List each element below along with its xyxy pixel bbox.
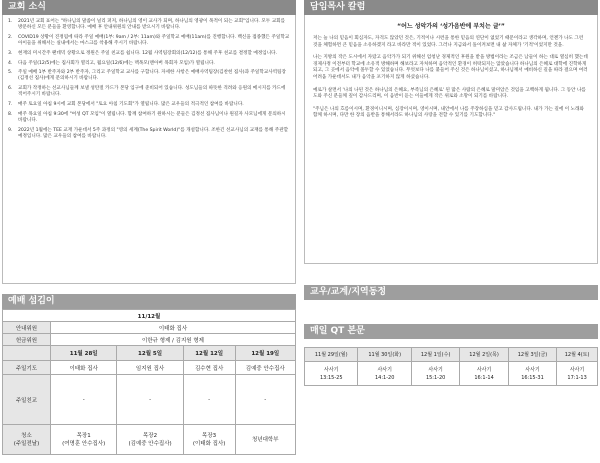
column-paragraph: "주님은 나의 흐름이시며, 환경이니시며, 심장이시며, 영이시며, 내안에서 나를 주장하심을 믿고 감사드립니다. 내가 가는 길에 이 노래와 함께 하시며, 다만 한 장의 음반을 통해서라도 하나님의 사랑을 전할 수 있기를 기도합니다." bbox=[313, 106, 584, 119]
news-item-number: 2. bbox=[8, 34, 13, 40]
qt-verse: 16:15-31 bbox=[521, 374, 544, 381]
prayer-cell: 김예중 안수집사 bbox=[235, 361, 296, 375]
fellowship-cell: - bbox=[235, 375, 296, 425]
column-paragraph: 저는 늘 나의 믿음이 회심자도, 자격도 않았던 것은, 기적이나 시련을 통한 믿음의 연단이 없었기 때문이라고 생각하며, 언젠가 나도 그런 것을 체험하면 큰 믿음을 소유하겠지 라고 바라만 적이 있었다. 그러나 지금와서 돌이켜보면 내 삶 자체가 '기적'이었지만 것을. bbox=[313, 36, 584, 48]
news-item-number: 8. bbox=[8, 111, 13, 117]
qt-book: 사사기 bbox=[525, 366, 540, 373]
fellowship-label: 주일친교 bbox=[3, 375, 51, 425]
prayer-cell: 이태화 집사 bbox=[51, 361, 117, 375]
qt-verse: 17:1-13 bbox=[567, 374, 587, 381]
service-date: 12월 19일 bbox=[235, 346, 296, 361]
qt-ref bbox=[305, 362, 358, 386]
news-item bbox=[8, 112, 290, 124]
service-section-title: 예배 섬김이 bbox=[2, 294, 296, 309]
qt-day: 12월 1일(수) bbox=[411, 348, 459, 362]
qt-book: 사사기 bbox=[323, 366, 339, 373]
news-item-text: 2022년 1월에는 TEE 교재 가운데서 5주 과정의 "영의 세계(The Spirit World)"를 개설합니다. 조한긴 선교사님의 교재를 통해 주관할 예정입니다. 많은 교우들의 참여를 바랍니다. bbox=[18, 127, 289, 139]
news-item-text: 다음 주일(12/5)에는 집사회가 열리고, 월요일(12/6)에는 맥목모(맨아버 목회자 모임)가 열립니다. bbox=[18, 60, 215, 66]
fellowship-cell: - bbox=[51, 375, 117, 425]
column-section-title: 담임목사 칼럼 bbox=[304, 0, 598, 15]
news-item bbox=[8, 19, 290, 31]
news-item-number: 6. bbox=[8, 86, 13, 92]
qt-section-title: 매일 QT 본문 bbox=[304, 324, 598, 339]
news-item-number: 4. bbox=[8, 60, 13, 66]
column-box bbox=[304, 15, 598, 264]
cleaning-line1: 목장2 bbox=[142, 432, 158, 439]
community-box bbox=[304, 300, 598, 324]
column-paragraph: 예로가 살면서 '나의 나된 것은 하나님의 은혜요, 부족님의 은혜로' 된 많은 사람의 은혜로 말미암은 것임을 고백하게 됩니다. 그 동안 나를 도와 주신 분들께 깊이 감사드리며, 이 음반이 듣는 이들에게 작은 위로와 소망이 되기를 바랍니다. bbox=[313, 87, 586, 100]
news-item bbox=[8, 102, 290, 108]
prayer-cell: 김수현 집사 bbox=[183, 361, 235, 375]
service-month: 11/12월 bbox=[3, 310, 296, 322]
cleaning-line1: 청년대학부 bbox=[251, 436, 279, 443]
date-header-blank bbox=[3, 346, 51, 361]
service-table bbox=[2, 309, 296, 455]
qt-book: 사사기 bbox=[377, 366, 392, 373]
cleaning-cell bbox=[117, 425, 183, 455]
qt-book: 사사기 bbox=[569, 366, 585, 373]
cleaning-line1: 목장3 bbox=[202, 432, 217, 439]
qt-verse: 15:1-20 bbox=[425, 374, 446, 381]
qt-day: 12월 3일(금) bbox=[508, 348, 556, 362]
news-item-text: COVID19 상황이 진정됨에 따라 주일 예배(1부: 9am / 2부: 11am)와 주일학교 예배(11am)를 진행합니다. 백신을 접종했든 주일학교 아이들을 위해서는 실내에서는 마스크를 착용해 주시기 바랍니다. bbox=[18, 34, 290, 47]
news-box bbox=[2, 15, 296, 284]
news-item bbox=[8, 70, 290, 82]
cleaning-cell bbox=[183, 425, 235, 455]
offering-label: 헌금위원 bbox=[3, 334, 51, 346]
qt-table bbox=[304, 347, 598, 386]
qt-day: 12월 2일(목) bbox=[460, 348, 508, 362]
news-item-text: 현재의 미시간주 팬데믹 상황으로 정원은 주일 친교를 쉽니다. 12월 사역팀장회의(12/12)를 통해 주후 친교를 결정할 예정입니다. bbox=[18, 50, 278, 56]
qt-ref bbox=[557, 362, 598, 386]
qt-verse: 14:1-20 bbox=[375, 374, 395, 381]
news-item bbox=[8, 61, 290, 67]
news-item-text: 매주 토요일 아침 9시에 교회 본당에서 "토요 아침 기도회"가 열립니다. 많은 교우들의 적극적인 참여를 바랍니다. bbox=[18, 102, 244, 108]
news-section-title: 교회 소식 bbox=[2, 0, 296, 15]
qt-verse: 16:1-14 bbox=[474, 374, 494, 381]
fellowship-cell: - bbox=[117, 375, 183, 425]
service-date: 12월 5일 bbox=[117, 346, 183, 361]
qt-ref bbox=[460, 362, 508, 386]
news-item-text: 주일 예배 1부 반주자와 2부 반주자, 그리고 주일학교 교사를 구합니다. 자세한 사항은 예배사역팀장(김찬헌 집사)과 주일학교사역팀장(김정선 집사)에게 문의하시기 바랍니다. bbox=[18, 70, 286, 82]
news-item-text: 매주 목요일 아침 9:30에 "여성 QT 모임"이 열립니다. 함께 참여하기 원하시는 분들은 김정선 집사님이나 원길자 사모님에게 문의하시 바랍니다. bbox=[18, 111, 286, 123]
news-item-text: 2021년 교회 표어는 "하나님의 말씀이 널리 퍼져, 하나님의 영이 교사가 되며, 하나님의 영광이 목적이 되는 교회"입니다. 모두 교회를 방문하신 모든 분들을 환영합니다. 예배 후 안내위원의 안내를 받으시기 바랍니다. bbox=[18, 19, 286, 31]
cleaning-label-line1: 청소 bbox=[21, 432, 32, 439]
news-item-number: 9. bbox=[8, 127, 13, 133]
news-item-number: 5. bbox=[8, 70, 13, 76]
usher-value: 이태화 집사 bbox=[51, 322, 296, 334]
cleaning-cell bbox=[51, 425, 117, 455]
news-list bbox=[8, 19, 290, 140]
qt-book: 사사기 bbox=[428, 366, 443, 373]
service-date: 11월 28일 bbox=[51, 346, 117, 361]
fellowship-cell: - bbox=[183, 375, 235, 425]
community-section-title: 교우/교계/지역동정 bbox=[304, 285, 598, 300]
service-date: 12월 12일 bbox=[183, 346, 235, 361]
qt-day: 11월 29일(월) bbox=[305, 348, 358, 362]
news-item bbox=[8, 51, 290, 57]
news-item-number: 7. bbox=[8, 102, 13, 108]
cleaning-label-line2: (주일전날) bbox=[13, 440, 40, 447]
cleaning-line2: (김예중 안수집사) bbox=[128, 440, 172, 447]
qt-day: 11월 30일(화) bbox=[358, 348, 411, 362]
qt-ref bbox=[508, 362, 556, 386]
prayer-cell: 임지원 집사 bbox=[117, 361, 183, 375]
news-item-number: 3. bbox=[8, 50, 13, 56]
cleaning-label bbox=[3, 425, 51, 455]
news-item-number: 1. bbox=[8, 19, 13, 24]
cleaning-line2: (이태화 집사) bbox=[192, 440, 226, 447]
news-item-text: 교회가 작정하는 선교사님들께 보낼 성탄절 카드가 본당 입구에 준비되어 있습니다. 성도님들의 따뜻한 격려와 응원의 메시지를 카드에 적어주시기 바랍니다. bbox=[18, 86, 286, 98]
news-item bbox=[8, 35, 290, 47]
cleaning-line1: 목장1 bbox=[76, 432, 91, 439]
qt-ref bbox=[411, 362, 459, 386]
usher-label: 안내위원 bbox=[3, 322, 51, 334]
column-heading: “어느 성악가의 ‘성가음반에 부치는 글’” bbox=[397, 23, 505, 30]
qt-day: 12월 4(토) bbox=[557, 348, 598, 362]
news-item bbox=[8, 128, 290, 140]
qt-ref bbox=[358, 362, 411, 386]
qt-book: 사사기 bbox=[476, 366, 492, 373]
news-item bbox=[8, 86, 290, 98]
cleaning-line2: (여명훈 안수집사) bbox=[62, 440, 106, 447]
right-column bbox=[304, 0, 598, 386]
left-column bbox=[2, 0, 296, 455]
cleaning-cell bbox=[235, 425, 296, 455]
offering-value: 이한규 형제 / 김지원 형제 bbox=[51, 334, 296, 346]
prayer-label: 주일기도 bbox=[3, 361, 51, 375]
qt-verse: 13:15-25 bbox=[319, 374, 343, 381]
column-paragraph: 나는 지방의 작은 도시에서 자랐고 음악가가 되기 위해선 엄청난 경제적인 후원을 받을 방법이라는 조금은 남들이 하는 대로 열심히 했는데 경제사정 이전부터 학교에 소유적 방해하며 해보라고 자처하며 음악적인 환경이 허락되지는 않았습니다 하나님의 은혜로 대학에 진학하게 되고, 그 곳에서 음악에 몰두할 수 있었습니다. 무엇보다 나를 붙들어 주신 것은 하나님이셨고, 하나님께서 예비하신 길을 따라 걸으며 여러 어려움 가운데서도 내가 음악을 포기하지 않게 하셨습니다. bbox=[313, 55, 588, 80]
